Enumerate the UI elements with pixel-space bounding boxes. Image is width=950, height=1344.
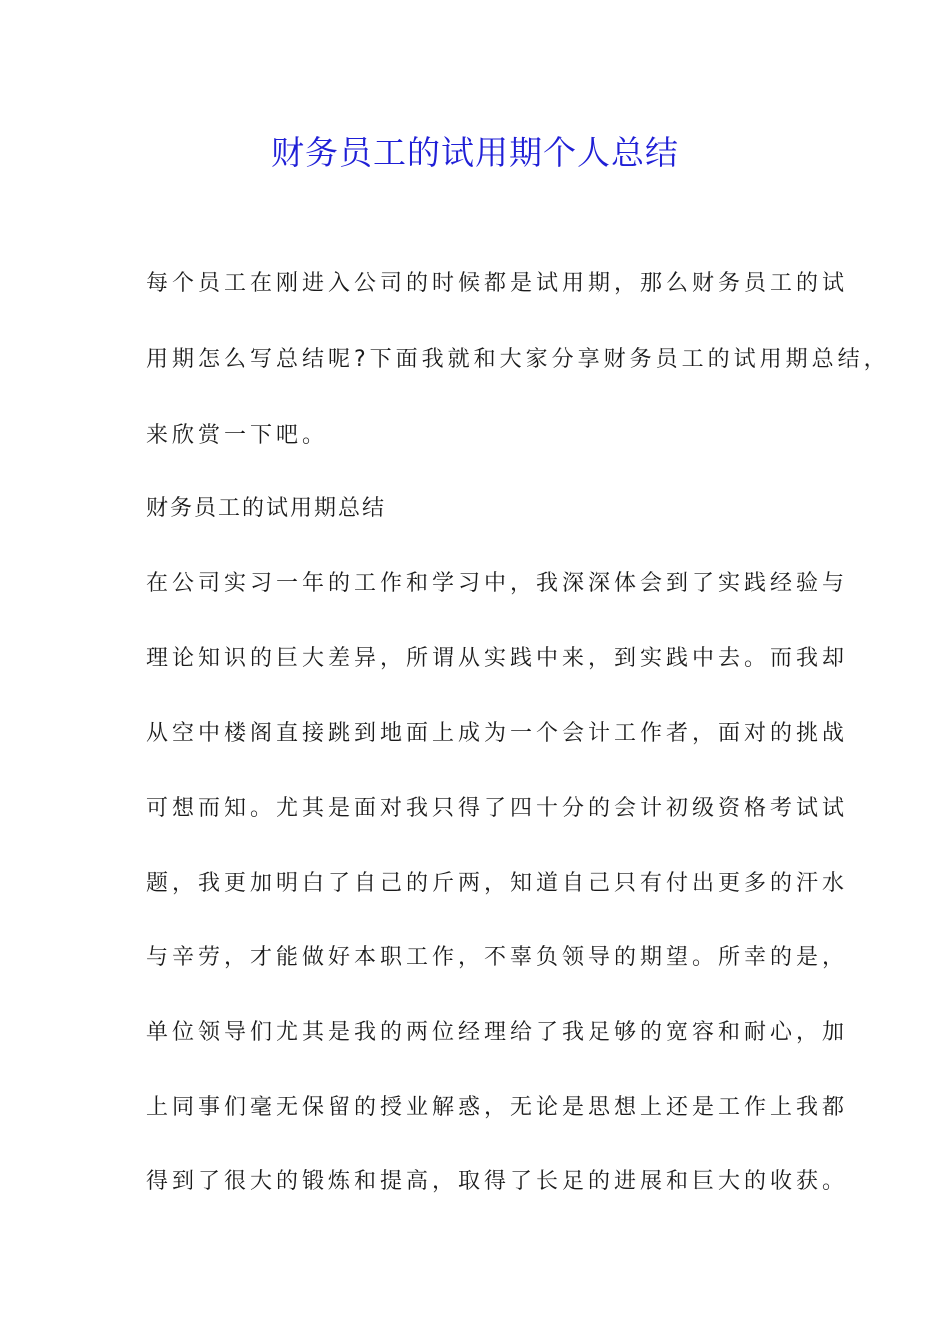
body-line-9: 得到了很大的锻炼和提高，取得了长足的进展和巨大的收获。 xyxy=(146,1169,849,1194)
intro-line-2: 用期怎么写总结呢?下面我就和大家分享财务员工的试用期总结， xyxy=(146,347,890,372)
intro-line-3: 来欣赏一下吧。 xyxy=(146,423,329,448)
body-line-2: 理论知识的巨大差异，所谓从实践中来，到实践中去。而我却 xyxy=(146,646,849,671)
intro-line-1: 每个员工在刚进入公司的时候都是试用期，那么财务员工的试 xyxy=(146,271,849,296)
document-title: 财务员工的试用期个人总结 xyxy=(271,133,679,172)
body-line-1: 在公司实习一年的工作和学习中，我深深体会到了实践经验与 xyxy=(146,571,849,596)
body-line-7: 单位领导们尤其是我的两位经理给了我足够的宽容和耐心，加 xyxy=(146,1020,849,1045)
body-line-5: 题，我更加明白了自己的斤两，知道自己只有付出更多的汗水 xyxy=(146,871,849,896)
section-heading: 财务员工的试用期总结 xyxy=(146,496,387,521)
body-line-6: 与辛劳，才能做好本职工作，不辜负领导的期望。所幸的是， xyxy=(146,945,849,970)
body-line-4: 可想而知。尤其是面对我只得了四十分的会计初级资格考试试 xyxy=(146,796,849,821)
body-line-8: 上同事们毫无保留的授业解惑，无论是思想上还是工作上我都 xyxy=(146,1095,849,1120)
body-line-3: 从空中楼阁直接跳到地面上成为一个会计工作者，面对的挑战 xyxy=(146,721,849,746)
